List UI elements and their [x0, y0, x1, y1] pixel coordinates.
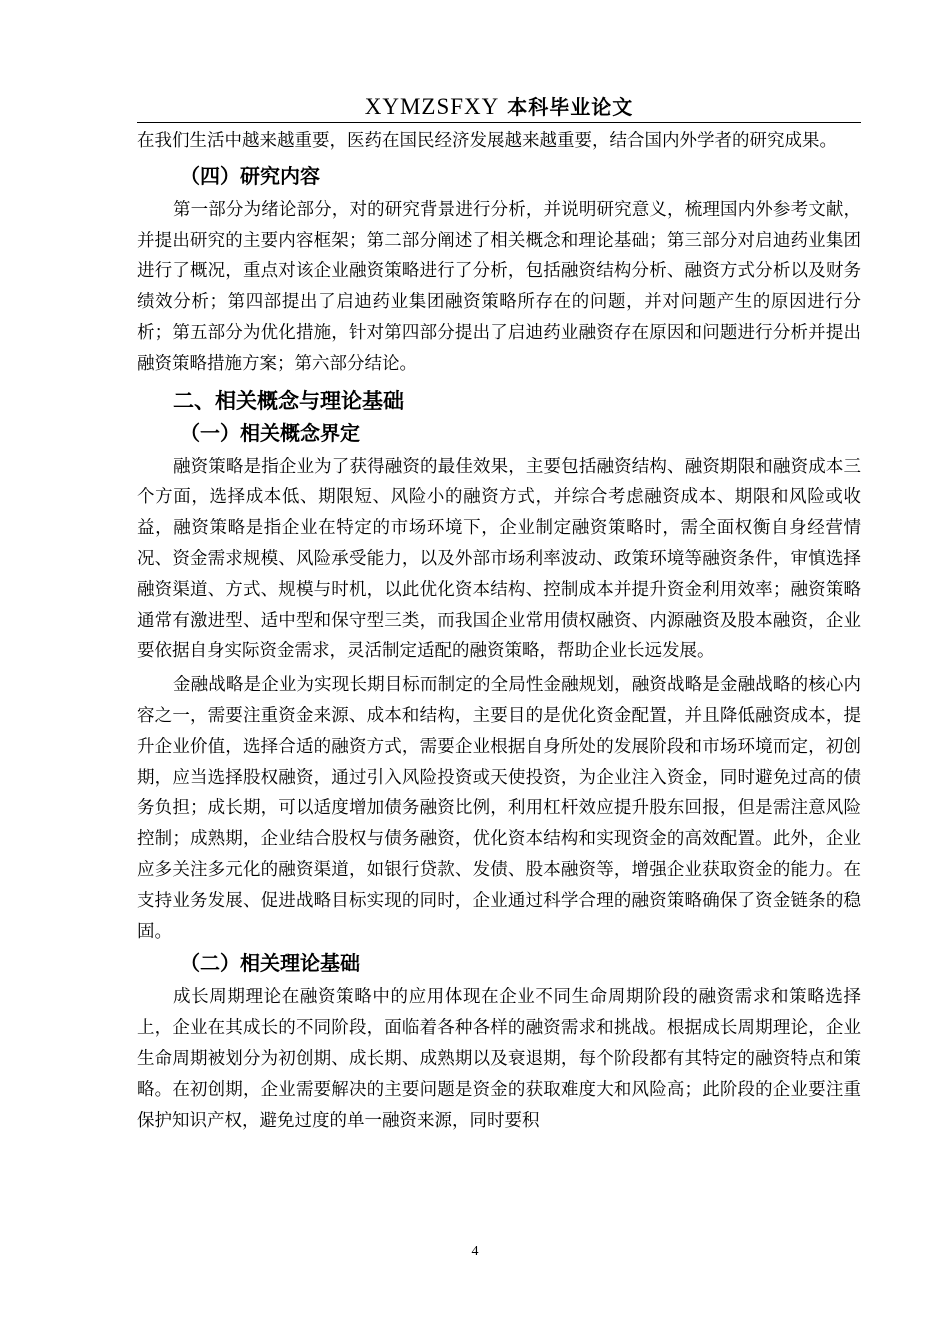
header-school-code: XYMZSFXY [364, 94, 500, 119]
paragraph-research-content: 第一部分为绪论部分，对的研究背景进行分析，并说明研究意义，梳理国内外参考文献，并提出研究的主要内容框架；第二部分阐述了相关概念和理论基础；第三部分对启迪药业集团进行了概况，重点对该企业融资策略进行了分析，包括融资结构分析、融资方式分析以及财务绩效分析；第四部提出了启迪药业集团融资策略所存在的问题，并对问题产生的原因进行分析；第五部分为优化措施，针对第四部分提出了启迪药业融资存在原因和问题进行分析并提出融资策略措施方案；第六部分结论。 [137, 199, 861, 374]
header-thesis-type: 本科毕业论文 [507, 95, 634, 119]
heading-research-content: （四）研究内容 [180, 163, 320, 188]
page-body [137, 126, 861, 1136]
paragraph-financial-strategy: 金融战略是企业为实现长期目标而制定的全局性金融规划，融资战略是金融战略的核心内容之一，需要注重资金来源、成本和结构，主要目的是优化资金配置，并且降低融资成本，提升企业价值，选择合适的融资方式，需要企业根据自身所处的发展阶段和市场环境而定，初创期，应当选择股权融资，通过引入风险投资或天使投资，为企业注入资金，同时避免过高的债务负担；成长期，可以适度增加债务融资比例，利用杠杆效应提升股东回报，但是需注意风险控制；成熟期，企业结合股权与债务融资，优化资本结构和实现资金的高效配置。此外，企业应多关注多元化的融资渠道，如银行贷款、发债、股本融资等，增强企业获取资金的能力。在支持业务发展、促进战略目标实现的同时，企业通过科学合理的融资策略确保了资金链条的稳固。 [137, 675, 861, 942]
heading-chapter-2: 二、相关概念与理论基础 [173, 388, 404, 413]
paragraph-financing-strategy: 融资策略是指企业为了获得融资的最佳效果，主要包括融资结构、融资期限和融资成本三个方面，选择成本低、期限短、风险小的融资方式，并综合考虑融资成本、期限和风险或收益，融资策略是指企业在特定的市场环境下，企业制定融资策略时，需全面权衡自身经营情况、资金需求规模、风险承受能力，以及外部市场利率波动、政策环境等融资条件，审慎选择融资渠道、方式、规模与时机，以此优化资本结构、控制成本并提升资金利用效率；融资策略通常有激进型、适中型和保守型三类，而我国企业常用债权融资、内源融资及股本融资，企业要依据自身实际资金需求，灵活制定适配的融资策略，帮助企业长远发展。 [137, 456, 861, 662]
heading-theory: （二）相关理论基础 [180, 951, 360, 976]
paragraph-intro-continued: 在我们生活中越来越重要，医药在国民经济发展越来越重要，结合国内外学者的研究成果。 [137, 131, 837, 151]
paragraph-growth-cycle-theory: 成长周期理论在融资策略中的应用体现在企业不同生命周期阶段的融资需求和策略选择上，企业在其成长的不同阶段，面临着各种各样的融资需求和挑战。根据成长周期理论，企业生命周期被划分为初创期、成长期、成熟期以及衰退期，每个阶段都有其特定的融资特点和策略。在初创期，企业需要解决的主要问题是资金的获取难度大和风险高；此阶段的企业要注重保护知识产权，避免过度的单一融资来源，同时要积 [137, 987, 861, 1131]
header-rule [137, 122, 861, 123]
running-header [137, 92, 861, 122]
page-number: 4 [471, 1244, 479, 1259]
heading-concepts: （一）相关概念界定 [180, 420, 360, 445]
